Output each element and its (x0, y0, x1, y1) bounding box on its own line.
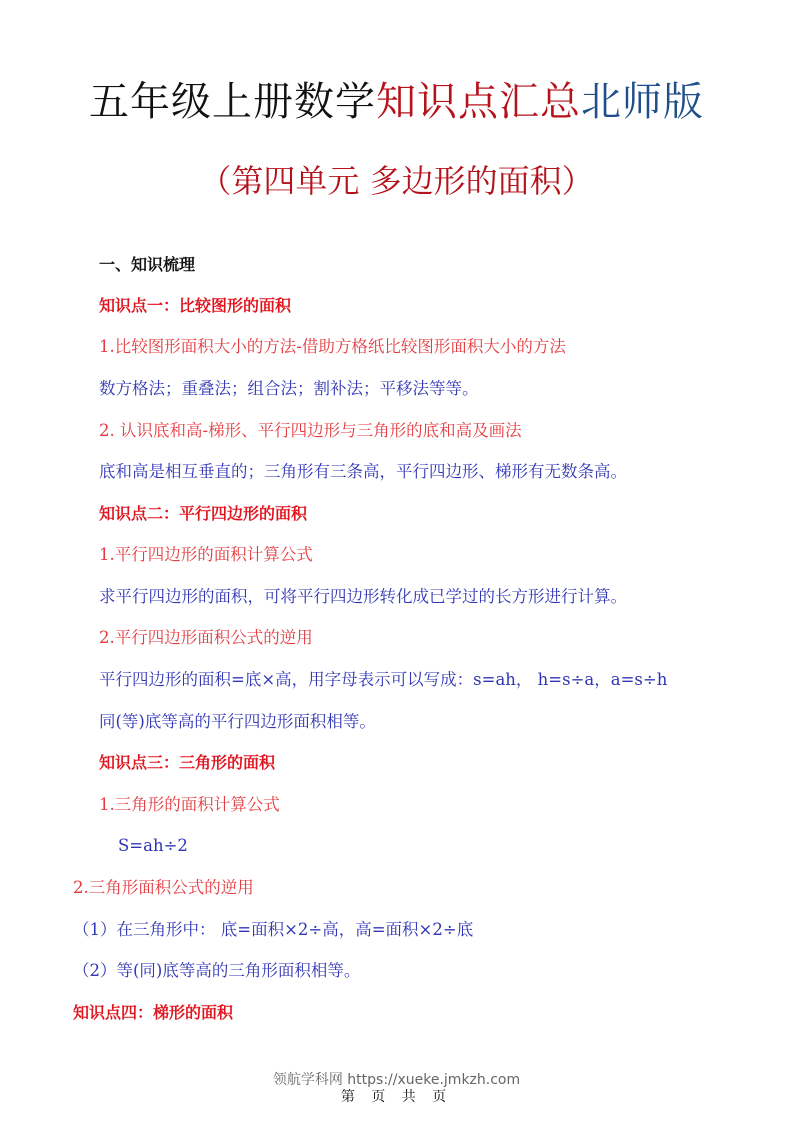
kp2-heading: 知识点二：平行四边形的面积 (99, 504, 308, 523)
kp3-item1-formula: S=ah÷2 (118, 836, 188, 855)
kp1-item2-text: 底和高是相互垂直的；三角形有三条高，平行四边形、梯形有无数条高。 (99, 462, 627, 481)
kp1-item2-title: 2. 认识底和高-梯形、平行四边形与三角形的底和高及画法 (99, 421, 522, 440)
kp2-item1-title: 1.平行四边形的面积计算公式 (99, 545, 313, 564)
kp1-heading: 知识点一：比较图形的面积 (99, 296, 292, 315)
kp3-item2-title: 2.三角形面积公式的逆用 (73, 878, 254, 897)
title-summary-part: 知识点汇总 (376, 79, 581, 125)
kp1-item1-title: 1.比较图形面积大小的方法-借助方格纸比较图形面积大小的方法 (99, 337, 566, 356)
kp1-item1-text: 数方格法；重叠法；组合法；割补法；平移法等等。 (99, 379, 479, 398)
kp2-item2-text2: 同(等)底等高的平行四边形面积相等。 (99, 712, 376, 731)
footer-page-number: 第 页 共 页 (340, 1089, 453, 1105)
kp3-item1-title: 1.三角形的面积计算公式 (99, 795, 280, 814)
kp3-heading: 知识点三：三角形的面积 (99, 753, 276, 772)
section-heading: 一、知识梳理 (99, 255, 196, 274)
title-edition-part: 北师版 (581, 79, 704, 125)
page-subtitle: （第四单元 多边形的面积） (199, 162, 594, 200)
kp3-item2-text1: （1）在三角形中： 底=面积×2÷高，高=面积×2÷底 (73, 920, 474, 939)
kp2-item2-title: 2.平行四边形面积公式的逆用 (99, 628, 313, 647)
kp3-item2-text2: （2）等(同)底等高的三角形面积相等。 (73, 961, 361, 980)
kp2-item2-text1: 平行四边形的面积=底×高，用字母表示可以写成：s=ah， h=s÷a，a=s÷h (99, 670, 668, 689)
footer-source: 领航学科网 https://xueke.jmkzh.com (272, 1072, 521, 1088)
title-grade-part: 五年级上册数学 (89, 79, 376, 125)
page-title (0, 74, 793, 130)
kp2-item1-text: 求平行四边形的面积，可将平行四边形转化成已学过的长方形进行计算。 (99, 587, 627, 606)
kp4-heading: 知识点四：梯形的面积 (73, 1003, 234, 1022)
